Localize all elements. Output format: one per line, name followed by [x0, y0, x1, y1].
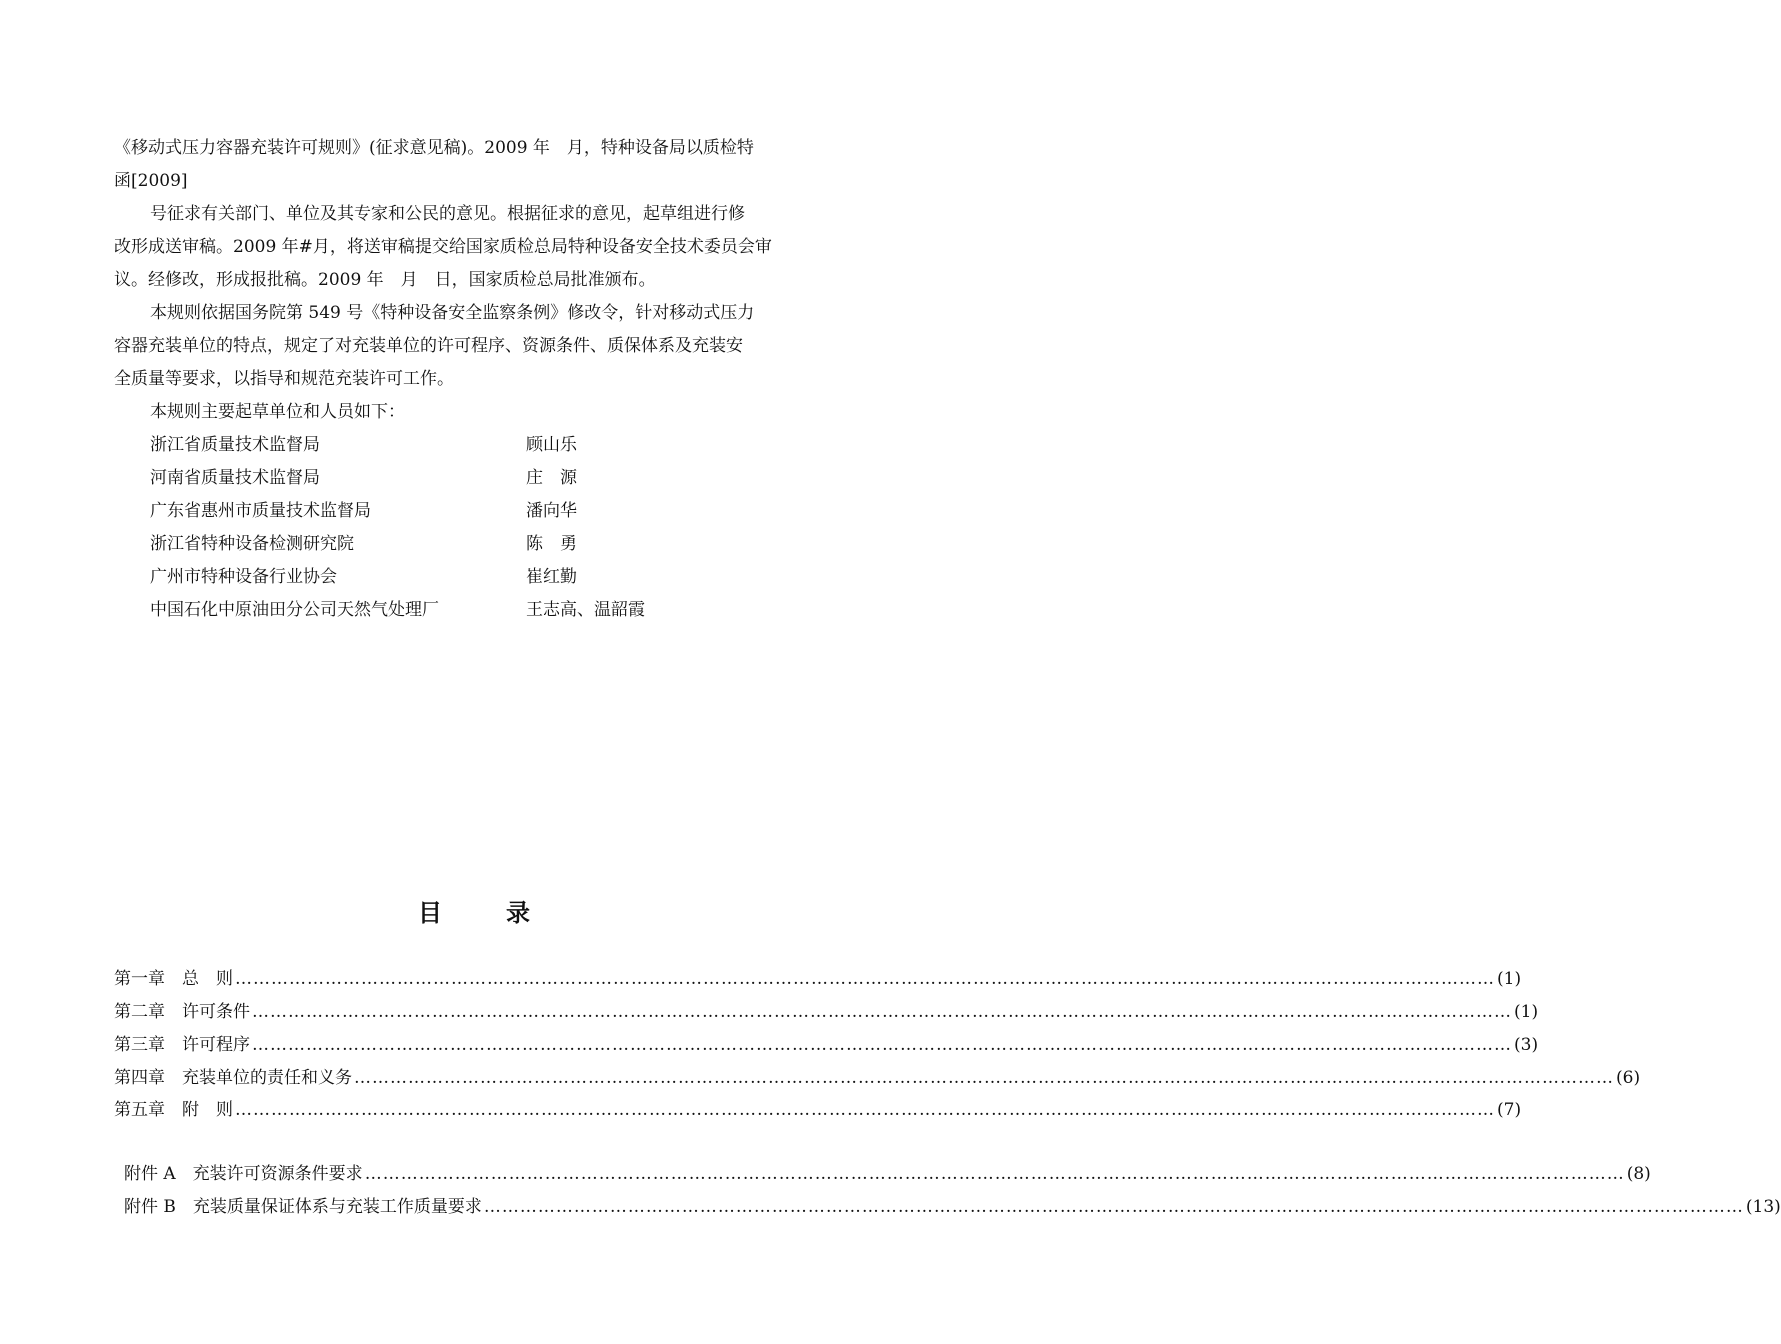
toc-entry-page: (6) [1616, 1068, 1641, 1088]
toc-entry[interactable] [114, 968, 1522, 990]
drafter-person: 顾山乐 [526, 435, 577, 455]
toc-entry-label: 附件 A 充装许可资源条件要求 [124, 1164, 363, 1184]
toc-title-char: 录 [506, 898, 532, 927]
drafter-org: 河南省质量技术监督局 [150, 468, 320, 488]
paragraph-2-line-2: 改形成送审稿。2009 年#月，将送审稿提交给国家质检总局特种设备安全技术委员会审 [114, 237, 772, 257]
paragraph-3-line-1: 本规则依据国务院第 549 号《特种设备安全监察条例》修改令，针对移动式压力 [150, 303, 755, 323]
toc-entry-label: 第五章 附 则 [114, 1100, 233, 1120]
paragraph-3-line-2: 容器充装单位的特点，规定了对充装单位的许可程序、资源条件、质保体系及充装安 [114, 336, 743, 356]
toc-leader-dots: ………………………………………………………………………………………………………………………………………………………………………………………… [354, 1068, 1614, 1088]
toc-entry-page: (8) [1626, 1164, 1651, 1184]
toc-leader-dots: ………………………………………………………………………………………………………………………………………………………………………………………… [252, 1035, 1512, 1055]
drafter-person: 王志高、温韶霞 [526, 600, 645, 620]
toc-leader-dots: ………………………………………………………………………………………………………………………………………………………………………………………… [364, 1164, 1625, 1184]
drafter-person: 庄 源 [526, 468, 577, 488]
toc-entry-label: 第三章 许可程序 [114, 1035, 250, 1055]
toc-annex-entry[interactable] [124, 1196, 1781, 1218]
toc-leader-dots: ………………………………………………………………………………………………………………………………………………………………………………………… [252, 1002, 1512, 1022]
toc-entry-label: 附件 B 充装质量保证体系与充装工作质量要求 [124, 1197, 482, 1217]
toc-title-char: 目 [418, 898, 444, 927]
toc-entry[interactable] [114, 1099, 1522, 1121]
toc-leader-dots: ………………………………………………………………………………………………………………………………………………………………………………………… [483, 1197, 1744, 1217]
drafter-person: 崔红勤 [526, 567, 577, 587]
toc-entry-label: 第一章 总 则 [114, 969, 233, 989]
toc-entry[interactable] [114, 1001, 1539, 1023]
toc-leader-dots: ………………………………………………………………………………………………………………………………………………………………………………………… [235, 969, 1495, 989]
toc-entry[interactable] [114, 1067, 1641, 1089]
drafter-org: 中国石化中原油田分公司天然气处理厂 [150, 600, 439, 620]
toc-entry-label: 第四章 充装单位的责任和义务 [114, 1068, 352, 1088]
toc-annex-entry[interactable] [124, 1163, 1651, 1185]
drafter-org: 浙江省质量技术监督局 [150, 435, 320, 455]
paragraph-1-line-1: 《移动式压力容器充装许可规则》(征求意见稿)。2009 年 月，特种设备局以质检特 [114, 138, 754, 158]
paragraph-1-line-2: 函[2009] [114, 171, 188, 191]
drafter-org: 浙江省特种设备检测研究院 [150, 534, 354, 554]
toc-entry-page: (1) [1497, 969, 1522, 989]
paragraph-4-line-1: 本规则主要起草单位和人员如下： [150, 402, 405, 422]
toc-entry-page: (3) [1514, 1035, 1539, 1055]
toc-leader-dots: ………………………………………………………………………………………………………………………………………………………………………………………… [235, 1100, 1495, 1120]
toc-title [0, 893, 950, 928]
paragraph-3-line-3: 全质量等要求，以指导和规范充装许可工作。 [114, 369, 454, 389]
paragraph-2-line-1: 号征求有关部门、单位及其专家和公民的意见。根据征求的意见，起草组进行修 [150, 204, 745, 224]
toc-entry-page: (13) [1745, 1197, 1781, 1217]
toc-entry-label: 第二章 许可条件 [114, 1002, 250, 1022]
toc-entry[interactable] [114, 1034, 1539, 1056]
paragraph-2-line-3: 议。经修改，形成报批稿。2009 年 月 日，国家质检总局批准颁布。 [114, 270, 656, 290]
drafter-org: 广东省惠州市质量技术监督局 [150, 501, 371, 521]
drafter-person: 潘向华 [526, 501, 577, 521]
toc-entry-page: (1) [1514, 1002, 1539, 1022]
toc-entry-page: (7) [1497, 1100, 1522, 1120]
drafter-person: 陈 勇 [526, 534, 577, 554]
drafter-org: 广州市特种设备行业协会 [150, 567, 337, 587]
